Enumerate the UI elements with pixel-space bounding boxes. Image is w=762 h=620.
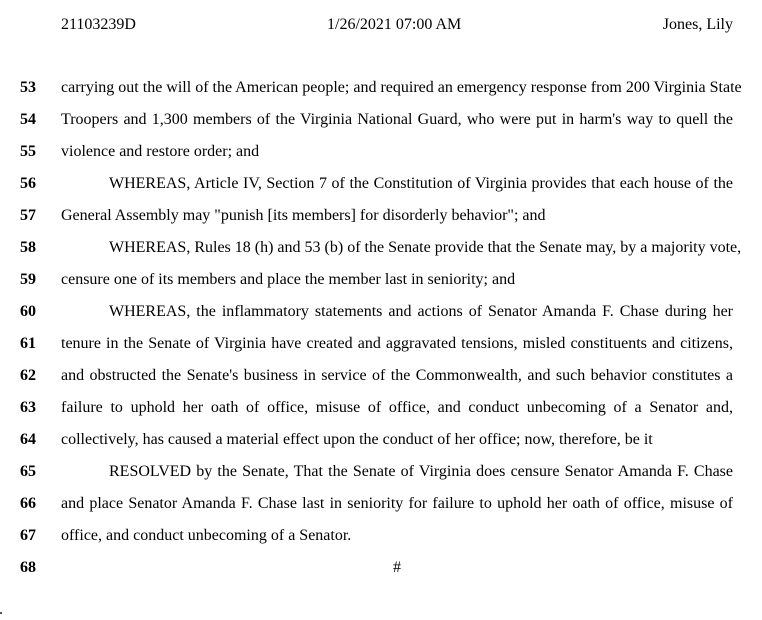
line-text: tenure in the Senate of Virginia have created and aggravated tensions, misled constituents and citizens, [61, 335, 733, 352]
document-line [0, 269, 762, 291]
document-id: 21103239D [61, 16, 136, 33]
document-line [0, 493, 762, 515]
document-line [0, 109, 762, 131]
page-edge-mark [0, 612, 2, 614]
line-text: and obstructed the Senate's business in service of the Commonwealth, and such behavior constitutes a [61, 367, 733, 384]
line-text: RESOLVED by the Senate, That the Senate of Virginia does censure Senator Amanda F. Chase [109, 463, 733, 480]
line-text: violence and restore order; and [61, 143, 260, 160]
line-number: 53 [20, 79, 36, 96]
document-line [0, 557, 762, 579]
document-line [0, 205, 762, 227]
document-line [0, 333, 762, 355]
document-line [0, 237, 762, 259]
line-text: Troopers and 1,300 members of the Virginia National Guard, who were put in harm's way to quell the [61, 111, 733, 128]
line-text: General Assembly may "punish [its members] for disorderly behavior"; and [61, 207, 546, 224]
line-number: 58 [20, 239, 36, 256]
line-number: 66 [20, 495, 36, 512]
document-line [0, 365, 762, 387]
line-number: 57 [20, 207, 36, 224]
line-number: 65 [20, 463, 36, 480]
line-number: 62 [20, 367, 36, 384]
line-number: 63 [20, 399, 36, 416]
line-number: 54 [20, 111, 36, 128]
line-text: collectively, has caused a material effect upon the conduct of her office; now, therefore, be it [61, 431, 653, 448]
document-line [0, 141, 762, 163]
line-number: 67 [20, 527, 36, 544]
line-number: 68 [20, 559, 36, 576]
document-date: 1/26/2021 07:00 AM [327, 16, 462, 33]
document-line [0, 525, 762, 547]
document-line [0, 77, 762, 99]
line-number: 60 [20, 303, 36, 320]
line-number: 61 [20, 335, 36, 352]
line-number: 56 [20, 175, 36, 192]
line-text: WHEREAS, Rules 18 (h) and 53 (b) of the Senate provide that the Senate may, by a majority vote, [109, 239, 742, 256]
document-line [0, 173, 762, 195]
document-line [0, 301, 762, 323]
line-text: WHEREAS, Article IV, Section 7 of the Constitution of Virginia provides that each house of the [109, 175, 733, 192]
line-text: carrying out the will of the American people; and required an emergency response from 200 Virginia State [61, 79, 742, 96]
end-marker: # [393, 559, 401, 576]
line-text: failure to uphold her oath of office, misuse of office, and conduct unbecoming of a Senator and, [61, 399, 733, 416]
line-number: 59 [20, 271, 36, 288]
line-text: office, and conduct unbecoming of a Senator. [61, 527, 352, 544]
document-line [0, 461, 762, 483]
line-text: censure one of its members and place the member last in seniority; and [61, 271, 516, 288]
line-text: WHEREAS, the inflammatory statements and actions of Senator Amanda F. Chase during her [109, 303, 733, 320]
line-text: and place Senator Amanda F. Chase last in seniority for failure to uphold her oath of office, misuse of [61, 495, 733, 512]
document-author: Jones, Lily [662, 16, 733, 33]
document-header [0, 16, 762, 38]
line-number: 55 [20, 143, 36, 160]
document-line [0, 397, 762, 419]
document-line [0, 429, 762, 451]
line-number: 64 [20, 431, 36, 448]
